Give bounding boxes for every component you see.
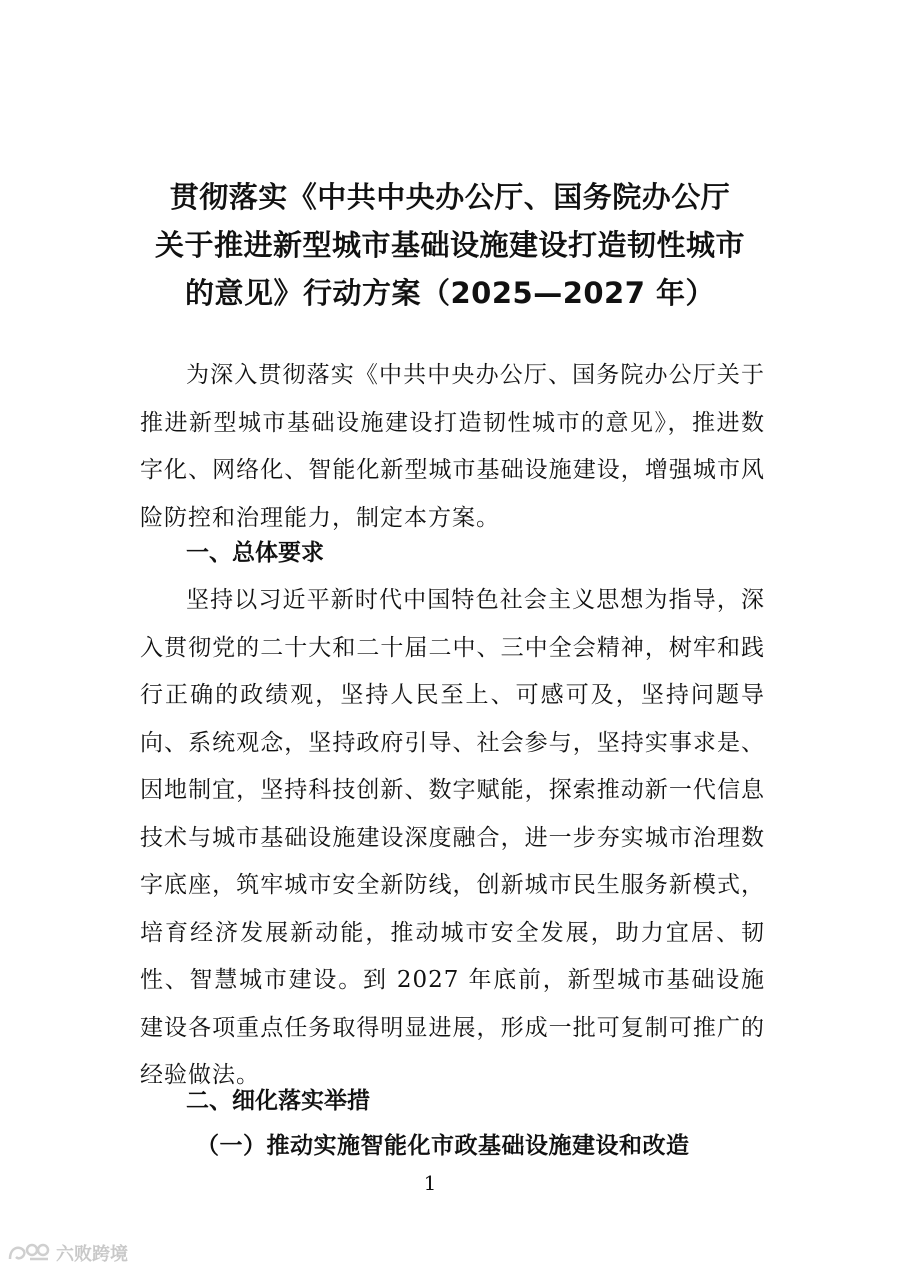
section-heading-overall-requirements: 一、总体要求	[186, 540, 324, 566]
overall-requirements-paragraph: 坚持以习近平新时代中国特色社会主义思想为指导，深入贯彻党的二十大和二十届二中、三中全会精神，树牢和践行正确的政绩观，坚持人民至上、可感可及，坚持问题导向、系统观念，坚持政府引导、社会参与，坚持实事求是、因地制宜，坚持科技创新、数字赋能，探索推动新一代信息技术与城市基础设施建设深度融合，进一步夯实城市治理数字底座，筑牢城市安全新防线，创新城市民生服务新模式，培育经济发展新动能，推动城市安全发展，助力宜居、韧性、智慧城市建设。到 2027 年底前，新型城市基础设施建设各项重点任务取得明显进展，形成一批可复制可推广的经验做法。	[140, 587, 765, 1088]
watermark-text: 六败跨境	[56, 1244, 128, 1265]
page-number: 1	[423, 1171, 437, 1195]
watermark	[6, 1238, 128, 1268]
document-title-line-3: 的意见》行动方案（2025—2027 年）	[184, 276, 716, 310]
intro-paragraph: 为深入贯彻落实《中共中央办公厅、国务院办公厅关于推进新型城市基础设施建设打造韧性城市的意见》，推进数字化、网络化、智能化新型城市基础设施建设，增强城市风险防控和治理能力，制定本方案。	[140, 362, 765, 531]
watermark-logo-icon	[6, 1241, 52, 1265]
document-title-line-1: 贯彻落实《中共中央办公厅、国务院办公厅	[169, 180, 731, 214]
section-heading-implementation-measures: 二、细化落实举措	[186, 1088, 370, 1114]
document-title-line-2: 关于推进新型城市基础设施建设打造韧性城市	[154, 228, 745, 262]
subsection-heading-smart-infrastructure: （一）推动实施智能化市政基础设施建设和改造	[196, 1132, 690, 1159]
